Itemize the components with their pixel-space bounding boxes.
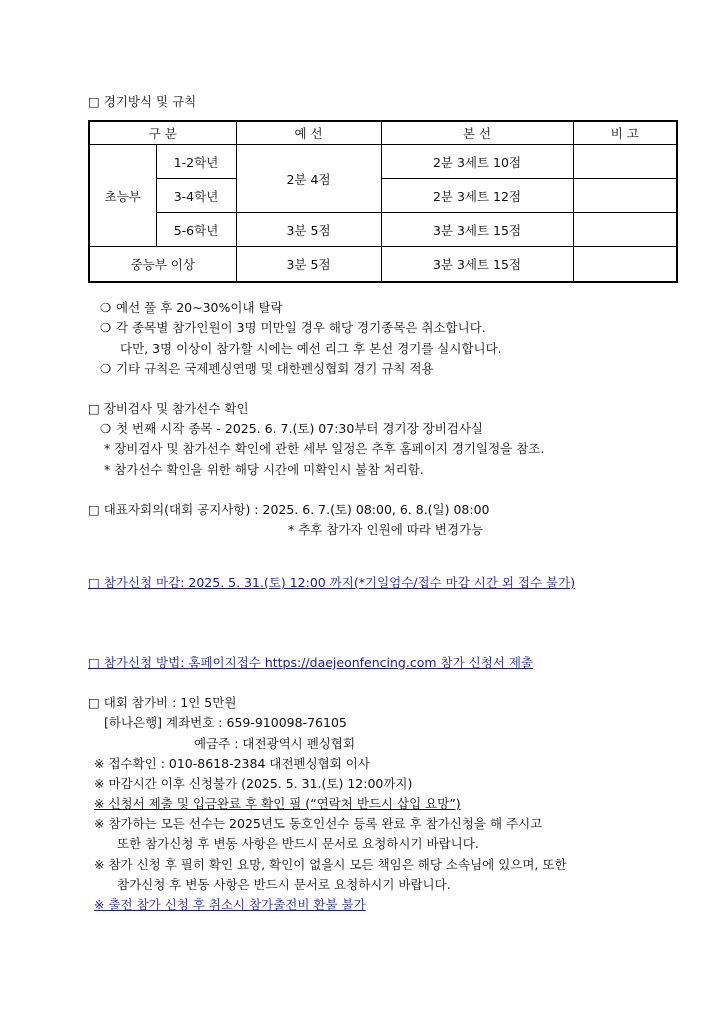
- fee-note: 또한 참가신청 후 변동 사항은 반드시 문서로 요청하시기 바랍니다.: [117, 836, 479, 851]
- table-cell-main: 2분 3세트 12점: [381, 179, 573, 213]
- circle-bullet-icon: ❍: [100, 320, 112, 335]
- equipment-line: * 장비검사 및 참가선수 확인에 관한 세부 일정은 추후 홈페이지 경기일정을 참조.: [104, 441, 545, 456]
- fee-heading: □ 대회 참가비 : 1인 5만원: [88, 695, 237, 710]
- table-header-main: 본 선: [381, 121, 573, 145]
- table-cell-grade: 5-6학년: [156, 213, 236, 247]
- table-cell-remarks: [573, 247, 677, 283]
- section-heading-rules: □ 경기방식 및 규칙: [88, 94, 197, 109]
- table-cell-main: 2분 3세트 10점: [381, 145, 573, 179]
- meeting-note: * 추후 참가자 인원에 따라 변경가능: [288, 522, 484, 537]
- section-heading-equipment: □ 장비검사 및 참가선수 확인: [88, 401, 249, 416]
- table-cell-remarks: [573, 179, 677, 213]
- rules-note: 다만, 3명 이상이 참가할 시에는 예선 리그 후 본선 경기를 실시합니다.: [120, 341, 502, 356]
- fee-note: ※ 참가 신청 후 필히 확인 요망, 확인이 없을시 모든 책임은 해당 소속님에 있으며, 또한: [94, 857, 567, 872]
- table-cell-grade: 3-4학년: [156, 179, 236, 213]
- table-cell-main: 3분 3세트 15점: [381, 213, 573, 247]
- table-header-remarks: 비 고: [573, 121, 677, 145]
- refund-notice: ※ 출전 참가 신청 후 취소시 참가출전비 환불 불가: [94, 897, 366, 912]
- table-cell-prelim: 3분 5점: [236, 247, 381, 283]
- circle-bullet-icon: ❍: [100, 361, 112, 376]
- table-cell-remarks: [573, 145, 677, 179]
- table-header-prelim: 예 선: [236, 121, 381, 145]
- table-cell-prelim: 2분 4점: [236, 145, 381, 213]
- table-cell-remarks: [573, 213, 677, 247]
- equipment-line: ❍ 첫 번째 시작 종목 - 2025. 6. 7.(토) 07:30부터 경기장 장비검사실: [100, 421, 484, 436]
- fee-note: ※ 신청서 제출 및 입금완료 후 확인 필 (“연락처 반드시 삽입 요망”): [94, 796, 461, 811]
- rules-note: ❍ 예선 풀 후 20~30%이내 탈락: [100, 300, 283, 315]
- account-holder: 예금주 : 대전광역시 펜싱협회: [194, 736, 356, 751]
- section-heading-meeting: □ 대표자회의(대회 공지사항) : 2025. 6. 7.(토) 08:00, 6. 8.(일) 08:00: [88, 502, 490, 517]
- application-method: □ 참가신청 방법: 홈페이지접수 https://daejeonfencing.com 참가 신청서 제출: [88, 655, 533, 670]
- equipment-line: * 참가선수 확인을 위한 해당 시간에 미확인시 불참 처리함.: [104, 462, 424, 477]
- fee-note: ※ 마감시간 이후 신청불가 (2025. 5. 31.(토) 12:00까지): [94, 776, 413, 791]
- deadline-notice: □ 참가신청 마감: 2025. 5. 31.(토) 12:00 까지(*기일엄수/접수 마감 시간 외 접수 불가): [88, 575, 576, 590]
- homepage-link[interactable]: https://daejeonfencing.com: [264, 655, 437, 670]
- table-cell-prelim: 3분 5점: [236, 213, 381, 247]
- fee-note: 참가신청 후 변동 사항은 반드시 문서로 요청하시기 바랍니다.: [117, 877, 451, 892]
- table-cell-main: 3분 3세트 15점: [381, 247, 573, 283]
- rules-note: ❍ 각 종목별 참가인원이 3명 미만일 경우 해당 경기종목은 취소합니다.: [100, 320, 486, 335]
- bank-account: [하나은행] 계좌번호 : 659-910098-76105: [104, 715, 347, 730]
- table-header-category: 구 분: [89, 121, 236, 145]
- rules-table: [88, 120, 678, 283]
- circle-bullet-icon: ❍: [100, 421, 112, 436]
- fee-note: ※ 참가하는 모든 선수는 2025년도 동호인선수 등록 완료 후 참가신청을 해 주시고: [94, 816, 543, 831]
- fee-note: ※ 접수확인 : 010-8618-2384 대전펜싱협회 이사: [94, 756, 370, 771]
- circle-bullet-icon: ❍: [100, 300, 112, 315]
- table-cell-grade: 1-2학년: [156, 145, 236, 179]
- table-group-label: 초능부: [89, 145, 156, 247]
- rules-note: ❍ 기타 규칙은 국제펜싱연맹 및 대한펜싱협회 경기 규칙 적용: [100, 361, 434, 376]
- table-middle-label: 중능부 이상: [89, 247, 236, 283]
